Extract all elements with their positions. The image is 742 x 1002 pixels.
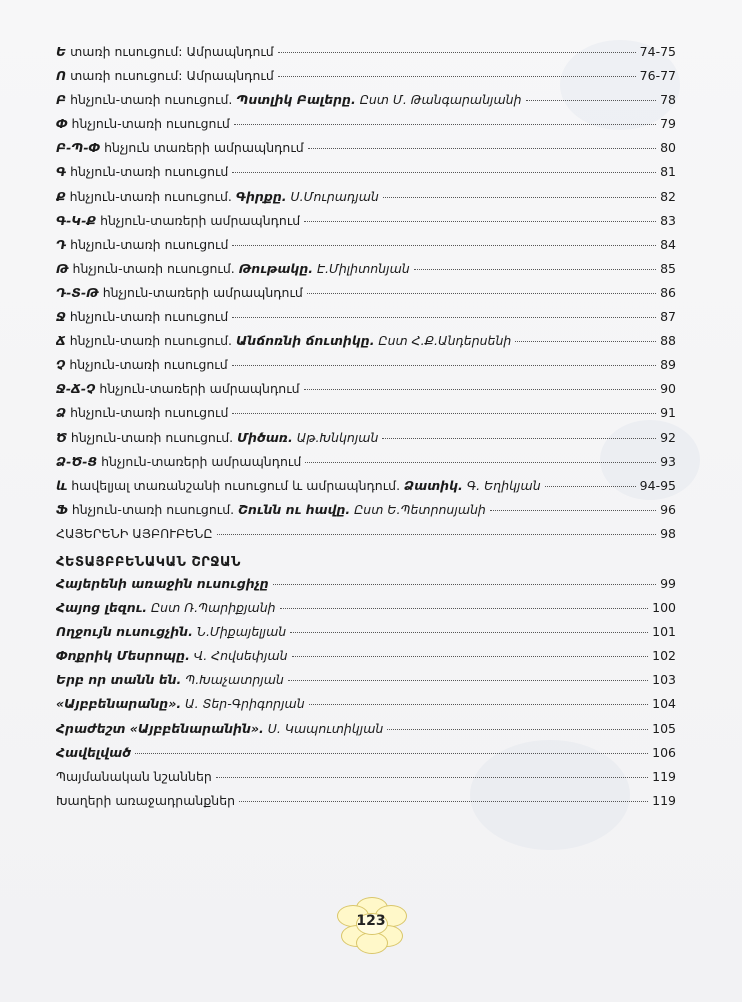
toc-entry-title [56, 478, 541, 493]
toc-entry-text: Դ-Տ-Թ [56, 284, 99, 300]
toc-entry [56, 213, 676, 237]
dot-leader [216, 777, 648, 778]
toc-entry-title [56, 213, 300, 228]
dot-leader [288, 680, 648, 681]
toc-entry-text: հնչյուն-տառերի ամրապնդում [98, 284, 303, 300]
toc-entry-page: 119 [652, 768, 676, 784]
toc-entry-page: 84 [660, 236, 676, 252]
toc-entry [56, 430, 676, 454]
toc-entry-text: Ա. Տեր-Գրիգորյան [181, 696, 305, 712]
toc-entry-page: 100 [652, 600, 676, 616]
toc-entry-text: հնչյուն-տառի ուսուցում. [65, 333, 236, 349]
dot-leader [232, 245, 656, 246]
toc-entry-page: 90 [660, 381, 676, 397]
toc-entry-text: Գիրքը. [235, 188, 287, 204]
toc-entry [56, 600, 676, 624]
toc-entry [56, 405, 676, 429]
toc-entry-page: 86 [660, 284, 676, 300]
toc-entry [56, 140, 676, 164]
toc-entry [56, 285, 676, 309]
toc-entry-text: հնչյուն տառերի ամրապնդում [100, 140, 304, 156]
toc-entry-page: 76-77 [639, 68, 676, 84]
dot-leader [232, 365, 656, 366]
dot-leader [387, 729, 648, 730]
toc-entry-title [56, 92, 522, 107]
toc-entry-title [56, 672, 284, 687]
toc-entry-text: Չ [56, 357, 66, 373]
dot-leader [217, 534, 657, 535]
toc-entry-text: Ըստ Ե.Պետրոսյանի [350, 501, 486, 517]
dot-leader [545, 486, 636, 487]
toc-entry [56, 309, 676, 333]
toc-entry-page: 81 [660, 164, 676, 180]
toc-entry-page: 74-75 [639, 44, 676, 59]
toc-entry [56, 116, 676, 140]
toc-entry-text: Ջ [56, 309, 66, 325]
toc-entry-page: 88 [660, 333, 676, 349]
toc-entry-page: 96 [660, 501, 676, 517]
dot-leader [304, 221, 656, 222]
dot-leader [273, 584, 656, 585]
toc-entry-text: Շունն ու հավը. [238, 501, 351, 517]
toc-entry-text: Պայմանական նշաններ [56, 768, 212, 784]
dot-leader [232, 413, 656, 414]
toc-entry-title [56, 189, 379, 204]
toc-entry-page: 78 [660, 92, 676, 108]
dot-leader [382, 438, 656, 439]
toc-entry-text: Ք [56, 188, 66, 204]
toc-entry-title [56, 381, 300, 396]
toc-entry [56, 92, 676, 116]
toc-entry-title [56, 333, 511, 348]
toc-entry-text: Ձ [56, 405, 67, 421]
toc-entry-title [56, 624, 286, 639]
toc-entry-page: 87 [660, 309, 676, 325]
dot-leader [515, 341, 656, 342]
toc-entry-text: Է.Միլիտոնյան [313, 260, 410, 276]
toc-entry-title [56, 648, 288, 663]
toc-entry-text: Ն.Միքայելյան [192, 624, 287, 640]
toc-entry-text: հնչյուն-տառի ուսուցում. [67, 501, 239, 517]
toc-entry-text: Ըստ Ռ.Պարիքյանի [147, 600, 276, 616]
toc-entry-title [56, 793, 235, 808]
toc-entry-title [56, 721, 383, 736]
toc-entry-page: 104 [652, 696, 676, 712]
toc-entry-text: Գ. Եղիկյան [462, 477, 541, 493]
dot-leader [232, 317, 656, 318]
toc-entry [56, 44, 676, 68]
toc-entry-page: 92 [660, 429, 676, 445]
toc-entry-title [56, 745, 131, 760]
toc-entry [56, 381, 676, 405]
dot-leader [234, 124, 656, 125]
toc-entry [56, 696, 676, 720]
toc-entry-text: Ողջույն ուսուցչին. [56, 624, 193, 640]
toc-entry-text: Ֆ [56, 501, 68, 517]
toc-entry [56, 189, 676, 213]
toc-entry-title [56, 600, 276, 615]
toc-entry [56, 648, 676, 672]
toc-entry [56, 454, 676, 478]
toc-entry-page: 99 [660, 575, 676, 591]
toc-entry-text: «Այբբենարանը». [56, 696, 182, 712]
dot-leader [280, 608, 649, 609]
dot-leader [278, 52, 636, 53]
toc-entry-text: հնչյուն-տառի ուսուցում [65, 309, 229, 325]
toc-entry-page: 91 [660, 405, 676, 421]
toc-entry [56, 333, 676, 357]
toc-entry-text: Ձատիկ. [404, 477, 463, 493]
toc-entry-title [56, 405, 228, 420]
toc-entry-page: 79 [660, 116, 676, 132]
toc-entry [56, 721, 676, 745]
toc-entry-title [56, 769, 212, 784]
dot-leader [305, 462, 656, 463]
toc-entry-page: 119 [652, 792, 676, 808]
toc-entry [56, 672, 676, 696]
toc-entry-title [56, 696, 305, 711]
toc-entry-text: Ծ [56, 429, 67, 445]
toc-entry-text: հնչյուն-տառերի ամրապնդում [95, 381, 300, 397]
toc-entry-title [56, 140, 304, 155]
toc-entry-text: հնչյուն-տառի ուսուցում [67, 116, 230, 132]
dot-leader [383, 197, 656, 198]
toc-entry-text: Բ-Պ-Փ [56, 140, 101, 156]
toc-entry [56, 576, 676, 600]
toc-entry-text: տառի ուսուցում: Ամրապնդում [66, 44, 274, 59]
toc-entry-text: Գ-Կ-Ք [56, 212, 97, 228]
toc-entry-title [56, 357, 228, 372]
toc-entry [56, 357, 676, 381]
toc-entry-text: Բ [56, 92, 67, 108]
dot-leader [309, 704, 648, 705]
dot-leader [232, 172, 656, 173]
toc-entry-text: Պստլիկ Բալերը. [236, 92, 356, 108]
dot-leader [308, 148, 656, 149]
toc-entry-page: 83 [660, 212, 676, 228]
toc-entry-page: 101 [652, 624, 676, 640]
toc-entry-page: 105 [652, 720, 676, 736]
dot-leader [304, 389, 657, 390]
toc-entry-text: հնչյուն-տառերի ամրապնդում [97, 453, 302, 469]
toc-entry-title [56, 44, 274, 59]
toc-entry-text: Ս.Մուրադյան [286, 188, 379, 204]
dot-leader [135, 753, 648, 754]
toc-entry [56, 164, 676, 188]
toc-entry [56, 769, 676, 793]
toc-entry-text: հավելյալ տառանշանի ուսուցում և ամրապնդում. [67, 477, 405, 493]
toc-entry-text: Պ.Խաչատրյան [181, 672, 284, 688]
toc-entry [56, 237, 676, 261]
dot-leader [239, 801, 648, 802]
toc-entry-text: Փոքրիկ Մեսրոպը. [56, 648, 190, 664]
toc-entry [56, 261, 676, 285]
toc-entry-text: հնչյուն-տառի ուսուցում. [66, 429, 238, 445]
toc-entry-title [56, 285, 303, 300]
toc-entry-text: Թութակը. [238, 260, 313, 276]
toc-entry-text: Հայերենի առաջին ուսուցիչը [56, 575, 269, 591]
toc-entry-page: 89 [660, 357, 676, 373]
toc-entry [56, 793, 676, 817]
toc-entry-text: Խաղերի առաջադրանքներ [56, 792, 236, 808]
section-title: ՀԵՏԱՅԲԲԵՆԱԿԱՆ ՇՐՋԱՆ [56, 555, 241, 571]
toc-entry-text: Վ. Հովսեփյան [189, 648, 288, 664]
toc-entry-title [56, 430, 378, 445]
toc-entry-text: հնչյուն-տառի ուսուցում [66, 236, 229, 252]
toc-entry-title [56, 237, 228, 252]
page-number: 123 [356, 913, 386, 929]
toc-entry-text: Ըստ Մ. Թանգարանյանի [355, 92, 522, 108]
toc-entry-text: Աթ.Խնկոյան [292, 429, 379, 445]
toc-entry-text: հնչյուն-տառերի ամրապնդում [96, 212, 301, 228]
toc-entry-text: հնչյուն-տառի ուսուցում. [68, 260, 239, 276]
toc-entry [56, 68, 676, 92]
toc-entry-text: հնչյուն-տառի ուսուցում [66, 405, 229, 421]
toc-entry-text: Միծառ. [237, 429, 293, 445]
toc-entry-text: Ջ-Ճ-Չ [56, 381, 96, 397]
toc-entry-page: 94-95 [639, 477, 676, 493]
toc-entry-text: Ըստ Հ.Ք.Անդերսենի [374, 333, 512, 349]
toc-entry-text: Ս. Կապուտիկյան [263, 720, 384, 736]
toc-entry-text: Հրաժեշտ «Այբբենարանին». [56, 720, 264, 736]
toc-entry-title [56, 116, 230, 131]
toc-entry-text: Անճոռնի ճուտիկը. [235, 333, 375, 349]
toc-entry-text: հնչյուն-տառի ուսուցում. [65, 188, 236, 204]
dot-leader [278, 76, 636, 77]
toc-entry-title [56, 164, 228, 179]
toc-entry-text: Գ [56, 164, 67, 180]
toc-entry-page: 85 [660, 260, 676, 276]
dot-leader [290, 632, 648, 633]
toc-entry-text: և [56, 477, 68, 493]
toc-entry-text: Դ [56, 236, 67, 252]
toc-entry [56, 624, 676, 648]
toc-entry-text: Երբ որ տանն են. [56, 672, 182, 688]
toc-entry-text: Ո [56, 68, 67, 84]
toc-entry-title [56, 576, 269, 591]
toc-entry [56, 502, 676, 526]
toc-entry-page: 106 [652, 744, 676, 760]
toc-entry-text: Ե [56, 44, 67, 59]
table-of-contents [56, 44, 676, 817]
dot-leader [490, 510, 656, 511]
toc-entry-text: Ճ [56, 333, 66, 349]
page-number-flower [333, 897, 409, 953]
toc-entry-title [56, 526, 213, 541]
toc-entry-title [56, 454, 301, 469]
toc-entry-text: հնչյուն-տառի ուսուցում. [66, 92, 237, 108]
toc-entry-title [56, 261, 410, 276]
toc-entry-page: 93 [660, 453, 676, 469]
toc-entry-page: 98 [660, 525, 676, 541]
toc-entry [56, 478, 676, 502]
toc-entry-page: 80 [660, 140, 676, 156]
toc-entry-text: ՀԱՅԵՐԵՆԻ ԱՅԲՈՒԲԵՆԸ [56, 525, 213, 541]
toc-entry-text: Թ [56, 260, 69, 276]
toc-entry-text: հնչյուն-տառի ուսուցում [65, 357, 228, 373]
dot-leader [292, 656, 649, 657]
toc-entry-title [56, 68, 274, 83]
toc-entry-text: տառի ուսուցում: Ամրապնդում [66, 68, 274, 84]
toc-entry-title [56, 309, 228, 324]
dot-leader [414, 269, 656, 270]
toc-entry-text: հնչյուն-տառի ուսուցում [66, 164, 229, 180]
toc-entry-text: Ձ-Ծ-Ց [56, 453, 98, 469]
toc-entry [56, 745, 676, 769]
toc-entry-text: Հայոց լեզու. [56, 600, 148, 616]
dot-leader [526, 100, 657, 101]
toc-entry-page: 82 [660, 188, 676, 204]
toc-entry-text: Հավելված [56, 744, 132, 760]
toc-entry-title [56, 502, 486, 517]
toc-entry-text: Փ [56, 116, 68, 132]
toc-entry [56, 526, 676, 550]
dot-leader [307, 293, 656, 294]
toc-entry-page: 102 [652, 648, 676, 664]
toc-entry-page: 103 [652, 672, 676, 688]
